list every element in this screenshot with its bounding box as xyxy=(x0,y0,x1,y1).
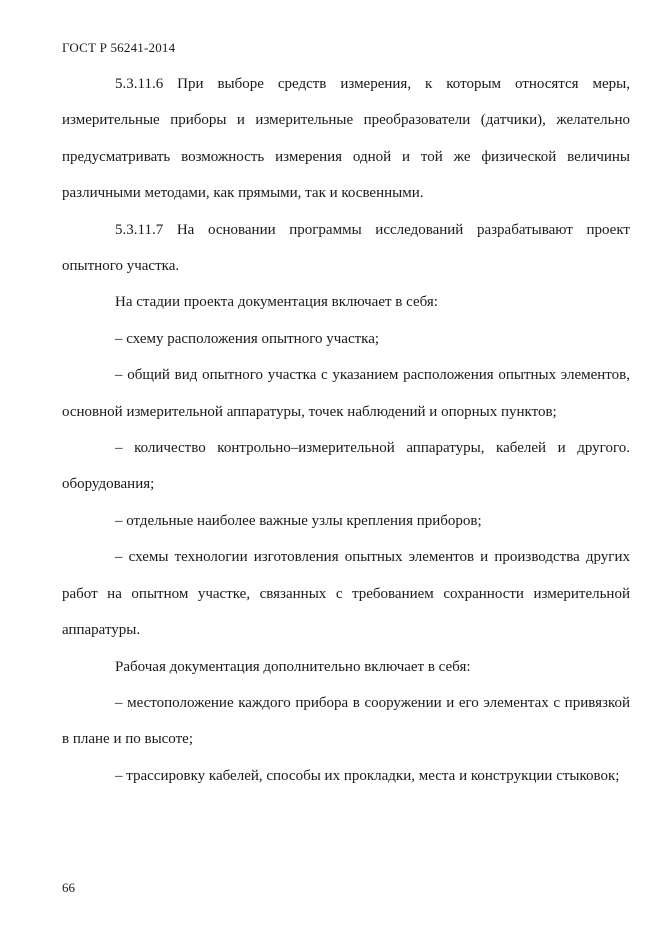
list-item-general-view: – общий вид опытного участка с указанием расположения опытных элементов, основной измерительной аппаратуры, точек наблюдений и опорных пунктов; xyxy=(62,367,630,420)
standard-header: ГОСТ Р 56241-2014 xyxy=(62,40,176,55)
list-item-cable-routing: – трассировку кабелей, способы их прокладки, места и конструкции стыковок; xyxy=(115,767,620,784)
list-item-layout-scheme: – схему расположения опытного участка; xyxy=(115,330,380,347)
document-body xyxy=(62,66,630,794)
paragraph-5-3-11-7: 5.3.11.7 На основании программы исследований разрабатывают проект опытного участка. xyxy=(62,221,630,275)
list-item-device-location: – местоположение каждого прибора в сооружении и его элементах с привязкой в плане и по высоте; xyxy=(62,694,630,748)
page-number: 66 xyxy=(62,880,75,895)
paragraph-project-stage-intro: На стадии проекта документация включает в себя: xyxy=(115,294,438,311)
paragraph-working-docs-intro: Рабочая документация дополнительно включает в себя: xyxy=(115,658,471,675)
list-item-mounting-units: – отдельные наиболее важные узлы крепления приборов; xyxy=(115,512,482,529)
list-item-equipment-quantity: – количество контрольно–измерительной аппаратуры, кабелей и другого. оборудования; xyxy=(62,440,630,493)
paragraph-5-3-11-6: 5.3.11.6 При выборе средств измерения, к которым относятся меры, измерительные приборы и измерительные преобразователи (датчики), желательно предусматривать возможность измерения одной и той же физической величины различными методами, как прямыми, так и косвенными. xyxy=(62,76,630,202)
list-item-technology-schemes: – схемы технологии изготовления опытных элементов и производства других работ на опытном участке, связанных с требованием сохранности измерительной аппаратуры. xyxy=(62,549,630,639)
